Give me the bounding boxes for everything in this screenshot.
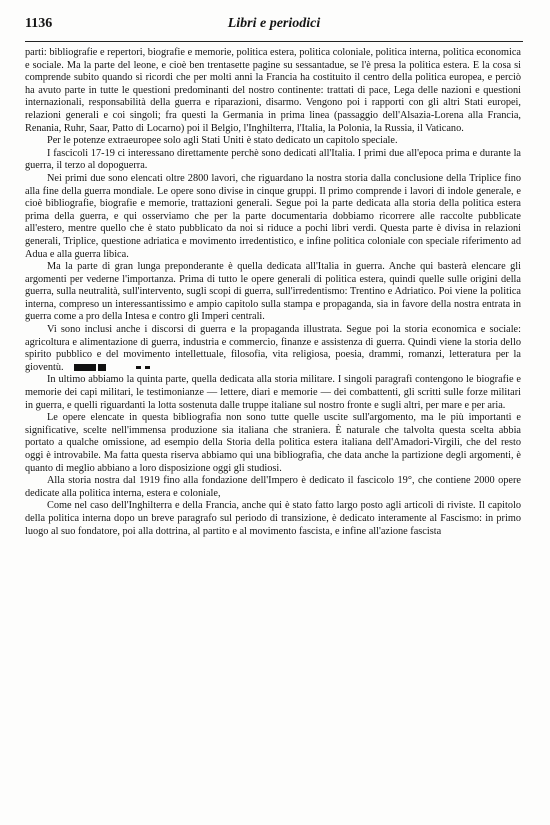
ink-blot-mark: [145, 366, 150, 369]
ink-blot-mark: [98, 364, 106, 371]
paragraph-5: Ma la parte di gran lunga preponderante è quella dedicata all'Italia in guerra. Anche qui basterà elencare gli argomenti per vederne l'importanza. Prima di tutto le opere generali di politica estera, quindi quelle sulle origini della guerra, sulla neutralità, sull'intervento, sugli scopi di guerra, sull'irredentismo: Trentino e Adriatico. Poi viene la politica interna, compreso un interessantissimo e ampio capitolo sulla stampa e propaganda, sia in favore della nostra entrata in guerra come a pro della Intesa e contro gli Imperi centrali.: [25, 261, 521, 323]
body-text: [25, 47, 521, 538]
paragraph-4: Nei primi due sono elencati oltre 2800 lavori, che riguardano la nostra storia dalla conclusione della Triplice fino alla fine della guerra mondiale. Le opere sono divise in cinque gruppi. Il primo comprende i lavori di indole generale, e cioè bibliografie, biografie e memorie, trattazioni generali. Segue poi la parte dedicata alla storia della politica estera prima della guerra, e qui osserviamo che per la parte documentaria dobbiamo ricorrere alle raccolte pubblicate all'estero, mentre quello che è stato pubblicato da noi si riduce a pochi libri verdi. Questa parte è divisa in relazioni generali, Triplice, questione adriatica e movimento irredentistico, e infine politica coloniale con speciale riferimento ad Adua e alla guerra libica.: [25, 172, 521, 260]
ink-blot-mark: [74, 364, 96, 371]
page-number: 1136: [25, 16, 53, 31]
paragraph-6: [25, 324, 521, 374]
ink-blot-mark: [136, 366, 141, 369]
paragraph-3: I fascicoli 17-19 ci interessano direttamente perchè sono dedicati all'Italia. I primi due all'epoca prima e durante la guerra, il terzo al dopoguerra.: [25, 147, 521, 172]
paragraph-9: Alla storia nostra dal 1919 fino alla fondazione dell'Impero è dedicato il fascicolo 19°, che contiene 2000 opere dedicate alla politica interna, estera e coloniale,: [25, 475, 521, 499]
paragraph-2: Per le potenze extraeuropee solo agli Stati Uniti è stato dedicato un capitolo speciale.: [47, 135, 398, 147]
paragraph-1: parti: bibliografie e repertori, biografie e memorie, politica estera, politica coloniale, politica interna, politica economica e sociale. Ma la parte del leone, e cioè ben trentasette pagine su sessantadue, se l'è presa la politica estera. E la cosa si comprende subito quando si ricordi che per molti anni la Francia ha costituito il centro della politica europea, e perciò ha avuto parte in tutte le questioni predominanti del nostro continente: trattati di pace, Lega delle nazioni e questioni internazionali, responsabilità della guerra e riparazioni, disarmo. Vengono poi i rapporti con gli altri Stati europei, relazioni generali e coi singoli; fra questi la Germania in prima linea (passaggio dell'Alsazia-Lorena alla Francia, Renania, Ruhr, Saar, Patto di Locarno) poi il Belgio, l'Inghilterra, l'Italia, la Polonia, la Russia, il Vaticano.: [25, 47, 521, 134]
paragraph-7: In ultimo abbiamo la quinta parte, quella dedicata alla storia militare. I singoli paragrafi contengono le biografie e memorie dei capi militari, le testimonianze — lettere, diari e memorie — dei combattenti, gli scritti sulle forze militari in guerra, e quelli riguardanti la lotta sostenuta dalle truppe italiane sul nostro fronte e sugli altri, per mare e per aria.: [25, 374, 521, 411]
page-header: [25, 16, 523, 36]
running-title: Libri e periodici: [227, 16, 321, 31]
paragraph-8: Le opere elencate in questa bibliografia non sono tutte quelle uscite sull'argomento, ma le più importanti e significative, scelte nell'immensa produzione sia italiana che straniera. È naturale che talvolta questa scelta abbia portato a qualche omissione, ad esempio della Storia della politica estera italiana dell'Amadori-Virgili, che del resto oggi è introvabile. Ma fatta questa riserva abbiamo qui una bibliografia, che data anche la partizione degli argomenti, è quanto di meglio abbiano a loro disposizione oggi gli studiosi.: [25, 412, 521, 474]
paragraph-6-text: Vi sono inclusi anche i discorsi di guerra e la propaganda illustrata. Segue poi la storia economica e sociale: agricoltura e alimentazione di guerra, industria e commercio, finanze e assistenza di guerra. Quindi viene la storia dello spirito pubblico e del movimento intellettuale, filosofia, vita religiosa, poesia, drammi, romanzi, letteratura per la gioventù.: [25, 324, 521, 373]
header-rule: [25, 41, 523, 42]
paragraph-10: Come nel caso dell'Inghilterra e della Francia, anche qui è stato fatto largo posto agli articoli di riviste. Il capitolo della politica interna dopo un breve paragrafo sul periodo di transizione, è dedicato interamente al Fascismo: in primo luogo al suo fondatore, poi alla dottrina, al partito e al movimento fascista, e infine all'azione fascista: [25, 500, 521, 537]
